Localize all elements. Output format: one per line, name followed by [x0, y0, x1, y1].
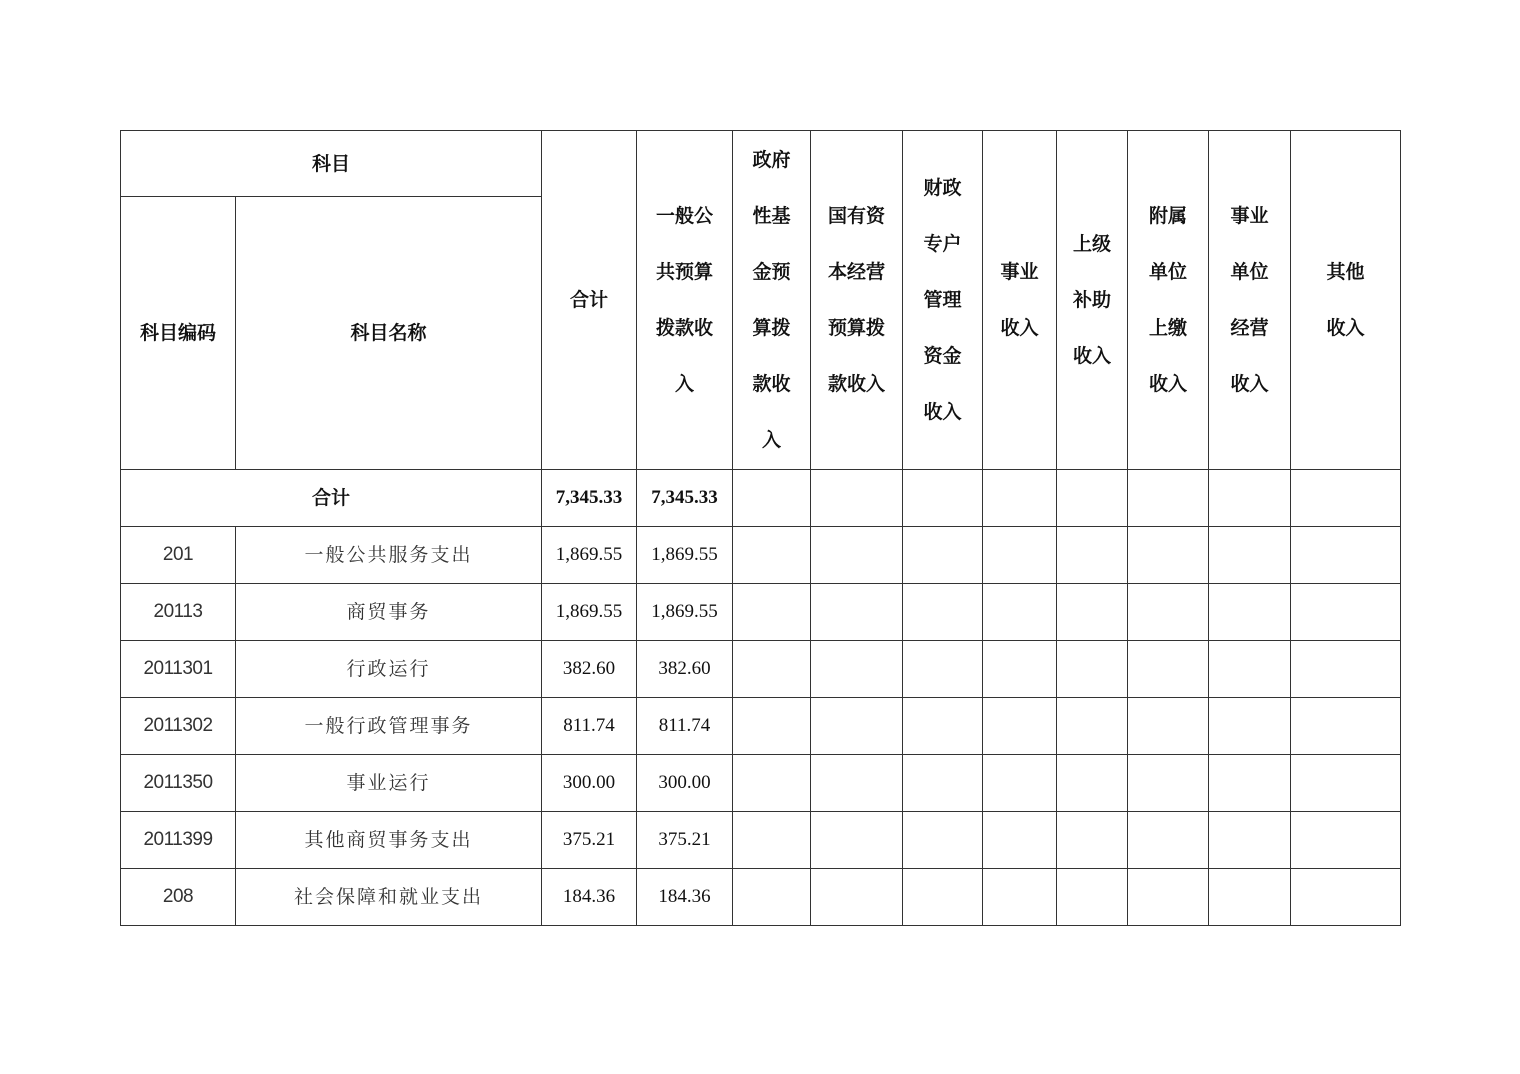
empty-cell [811, 698, 903, 755]
empty-cell [1128, 641, 1209, 698]
empty-cell [1209, 527, 1291, 584]
empty-cell [1057, 755, 1128, 812]
row-general-budget: 382.60 [637, 641, 733, 698]
empty-cell [1057, 527, 1128, 584]
subject-name: 其他商贸事务支出 [236, 812, 542, 869]
empty-cell [983, 470, 1057, 527]
empty-cell [811, 869, 903, 926]
empty-cell [1209, 812, 1291, 869]
empty-cell [811, 584, 903, 641]
row-total: 184.36 [542, 869, 637, 926]
empty-cell [1057, 812, 1128, 869]
total-label: 合计 [121, 470, 542, 527]
empty-cell [1057, 470, 1128, 527]
empty-cell [811, 470, 903, 527]
empty-cell [1128, 698, 1209, 755]
column-header-general-budget: 一般公 共预算 拨款收 入 [637, 131, 733, 470]
empty-cell [1209, 470, 1291, 527]
subject-name: 一般行政管理事务 [236, 698, 542, 755]
total-sum: 7,345.33 [542, 470, 637, 527]
empty-cell [983, 584, 1057, 641]
empty-cell [733, 470, 811, 527]
column-header-other-income: 其他 收入 [1291, 131, 1401, 470]
empty-cell [903, 584, 983, 641]
table-row [121, 812, 1401, 869]
subject-header: 科目 [121, 131, 542, 197]
subject-code: 20113 [121, 584, 236, 641]
row-general-budget: 811.74 [637, 698, 733, 755]
empty-cell [1128, 470, 1209, 527]
budget-income-table [120, 130, 1401, 926]
empty-cell [983, 698, 1057, 755]
empty-cell [1291, 812, 1401, 869]
empty-cell [903, 641, 983, 698]
column-header-superior-subsidy: 上级 补助 收入 [1057, 131, 1128, 470]
subject-code: 2011350 [121, 755, 236, 812]
empty-cell [733, 641, 811, 698]
column-header-affiliate-remit: 附属 单位 上缴 收入 [1128, 131, 1209, 470]
row-general-budget: 1,869.55 [637, 527, 733, 584]
empty-cell [1291, 641, 1401, 698]
empty-cell [983, 812, 1057, 869]
empty-cell [1209, 584, 1291, 641]
column-header-business-income: 事业 收入 [983, 131, 1057, 470]
empty-cell [811, 812, 903, 869]
empty-cell [811, 527, 903, 584]
empty-cell [983, 755, 1057, 812]
column-header-state-capital: 国有资 本经营 预算拨 款收入 [811, 131, 903, 470]
column-header-gov-fund: 政府 性基 金预 算拨 款收 入 [733, 131, 811, 470]
empty-cell [1291, 527, 1401, 584]
row-total: 811.74 [542, 698, 637, 755]
empty-cell [903, 755, 983, 812]
empty-cell [1291, 584, 1401, 641]
empty-cell [1128, 755, 1209, 812]
table-row [121, 527, 1401, 584]
empty-cell [1057, 698, 1128, 755]
row-total: 382.60 [542, 641, 637, 698]
row-total: 375.21 [542, 812, 637, 869]
row-total: 300.00 [542, 755, 637, 812]
empty-cell [903, 470, 983, 527]
empty-cell [1291, 470, 1401, 527]
row-general-budget: 375.21 [637, 812, 733, 869]
empty-cell [1291, 755, 1401, 812]
empty-cell [733, 869, 811, 926]
empty-cell [983, 527, 1057, 584]
empty-cell [1128, 869, 1209, 926]
empty-cell [733, 527, 811, 584]
empty-cell [903, 527, 983, 584]
table-row [121, 698, 1401, 755]
empty-cell [811, 755, 903, 812]
subject-code: 2011301 [121, 641, 236, 698]
subject-code: 208 [121, 869, 236, 926]
subject-name: 一般公共服务支出 [236, 527, 542, 584]
empty-cell [903, 812, 983, 869]
subject-name: 行政运行 [236, 641, 542, 698]
total-general-budget: 7,345.33 [637, 470, 733, 527]
empty-cell [1291, 698, 1401, 755]
subject-name: 社会保障和就业支出 [236, 869, 542, 926]
row-total: 1,869.55 [542, 584, 637, 641]
subject-name: 商贸事务 [236, 584, 542, 641]
table-row [121, 869, 1401, 926]
table-row [121, 641, 1401, 698]
empty-cell [733, 584, 811, 641]
empty-cell [1209, 755, 1291, 812]
empty-cell [733, 755, 811, 812]
subject-name: 事业运行 [236, 755, 542, 812]
column-header-total: 合计 [542, 131, 637, 470]
empty-cell [1057, 641, 1128, 698]
empty-cell [1128, 584, 1209, 641]
total-row [121, 470, 1401, 527]
row-total: 1,869.55 [542, 527, 637, 584]
empty-cell [1057, 584, 1128, 641]
subject-code-header: 科目编码 [121, 197, 236, 470]
empty-cell [1128, 527, 1209, 584]
column-header-special-account: 财政 专户 管理 资金 收入 [903, 131, 983, 470]
empty-cell [1209, 698, 1291, 755]
subject-code: 201 [121, 527, 236, 584]
empty-cell [1209, 869, 1291, 926]
row-general-budget: 1,869.55 [637, 584, 733, 641]
column-header-unit-operating: 事业 单位 经营 收入 [1209, 131, 1291, 470]
empty-cell [1209, 641, 1291, 698]
subject-code: 2011302 [121, 698, 236, 755]
empty-cell [1291, 869, 1401, 926]
empty-cell [983, 641, 1057, 698]
empty-cell [1128, 812, 1209, 869]
table-row [121, 584, 1401, 641]
empty-cell [811, 641, 903, 698]
empty-cell [733, 698, 811, 755]
empty-cell [1057, 869, 1128, 926]
row-general-budget: 300.00 [637, 755, 733, 812]
empty-cell [733, 812, 811, 869]
table-row [121, 755, 1401, 812]
empty-cell [983, 869, 1057, 926]
subject-code: 2011399 [121, 812, 236, 869]
empty-cell [903, 698, 983, 755]
empty-cell [903, 869, 983, 926]
row-general-budget: 184.36 [637, 869, 733, 926]
subject-name-header: 科目名称 [236, 197, 542, 470]
